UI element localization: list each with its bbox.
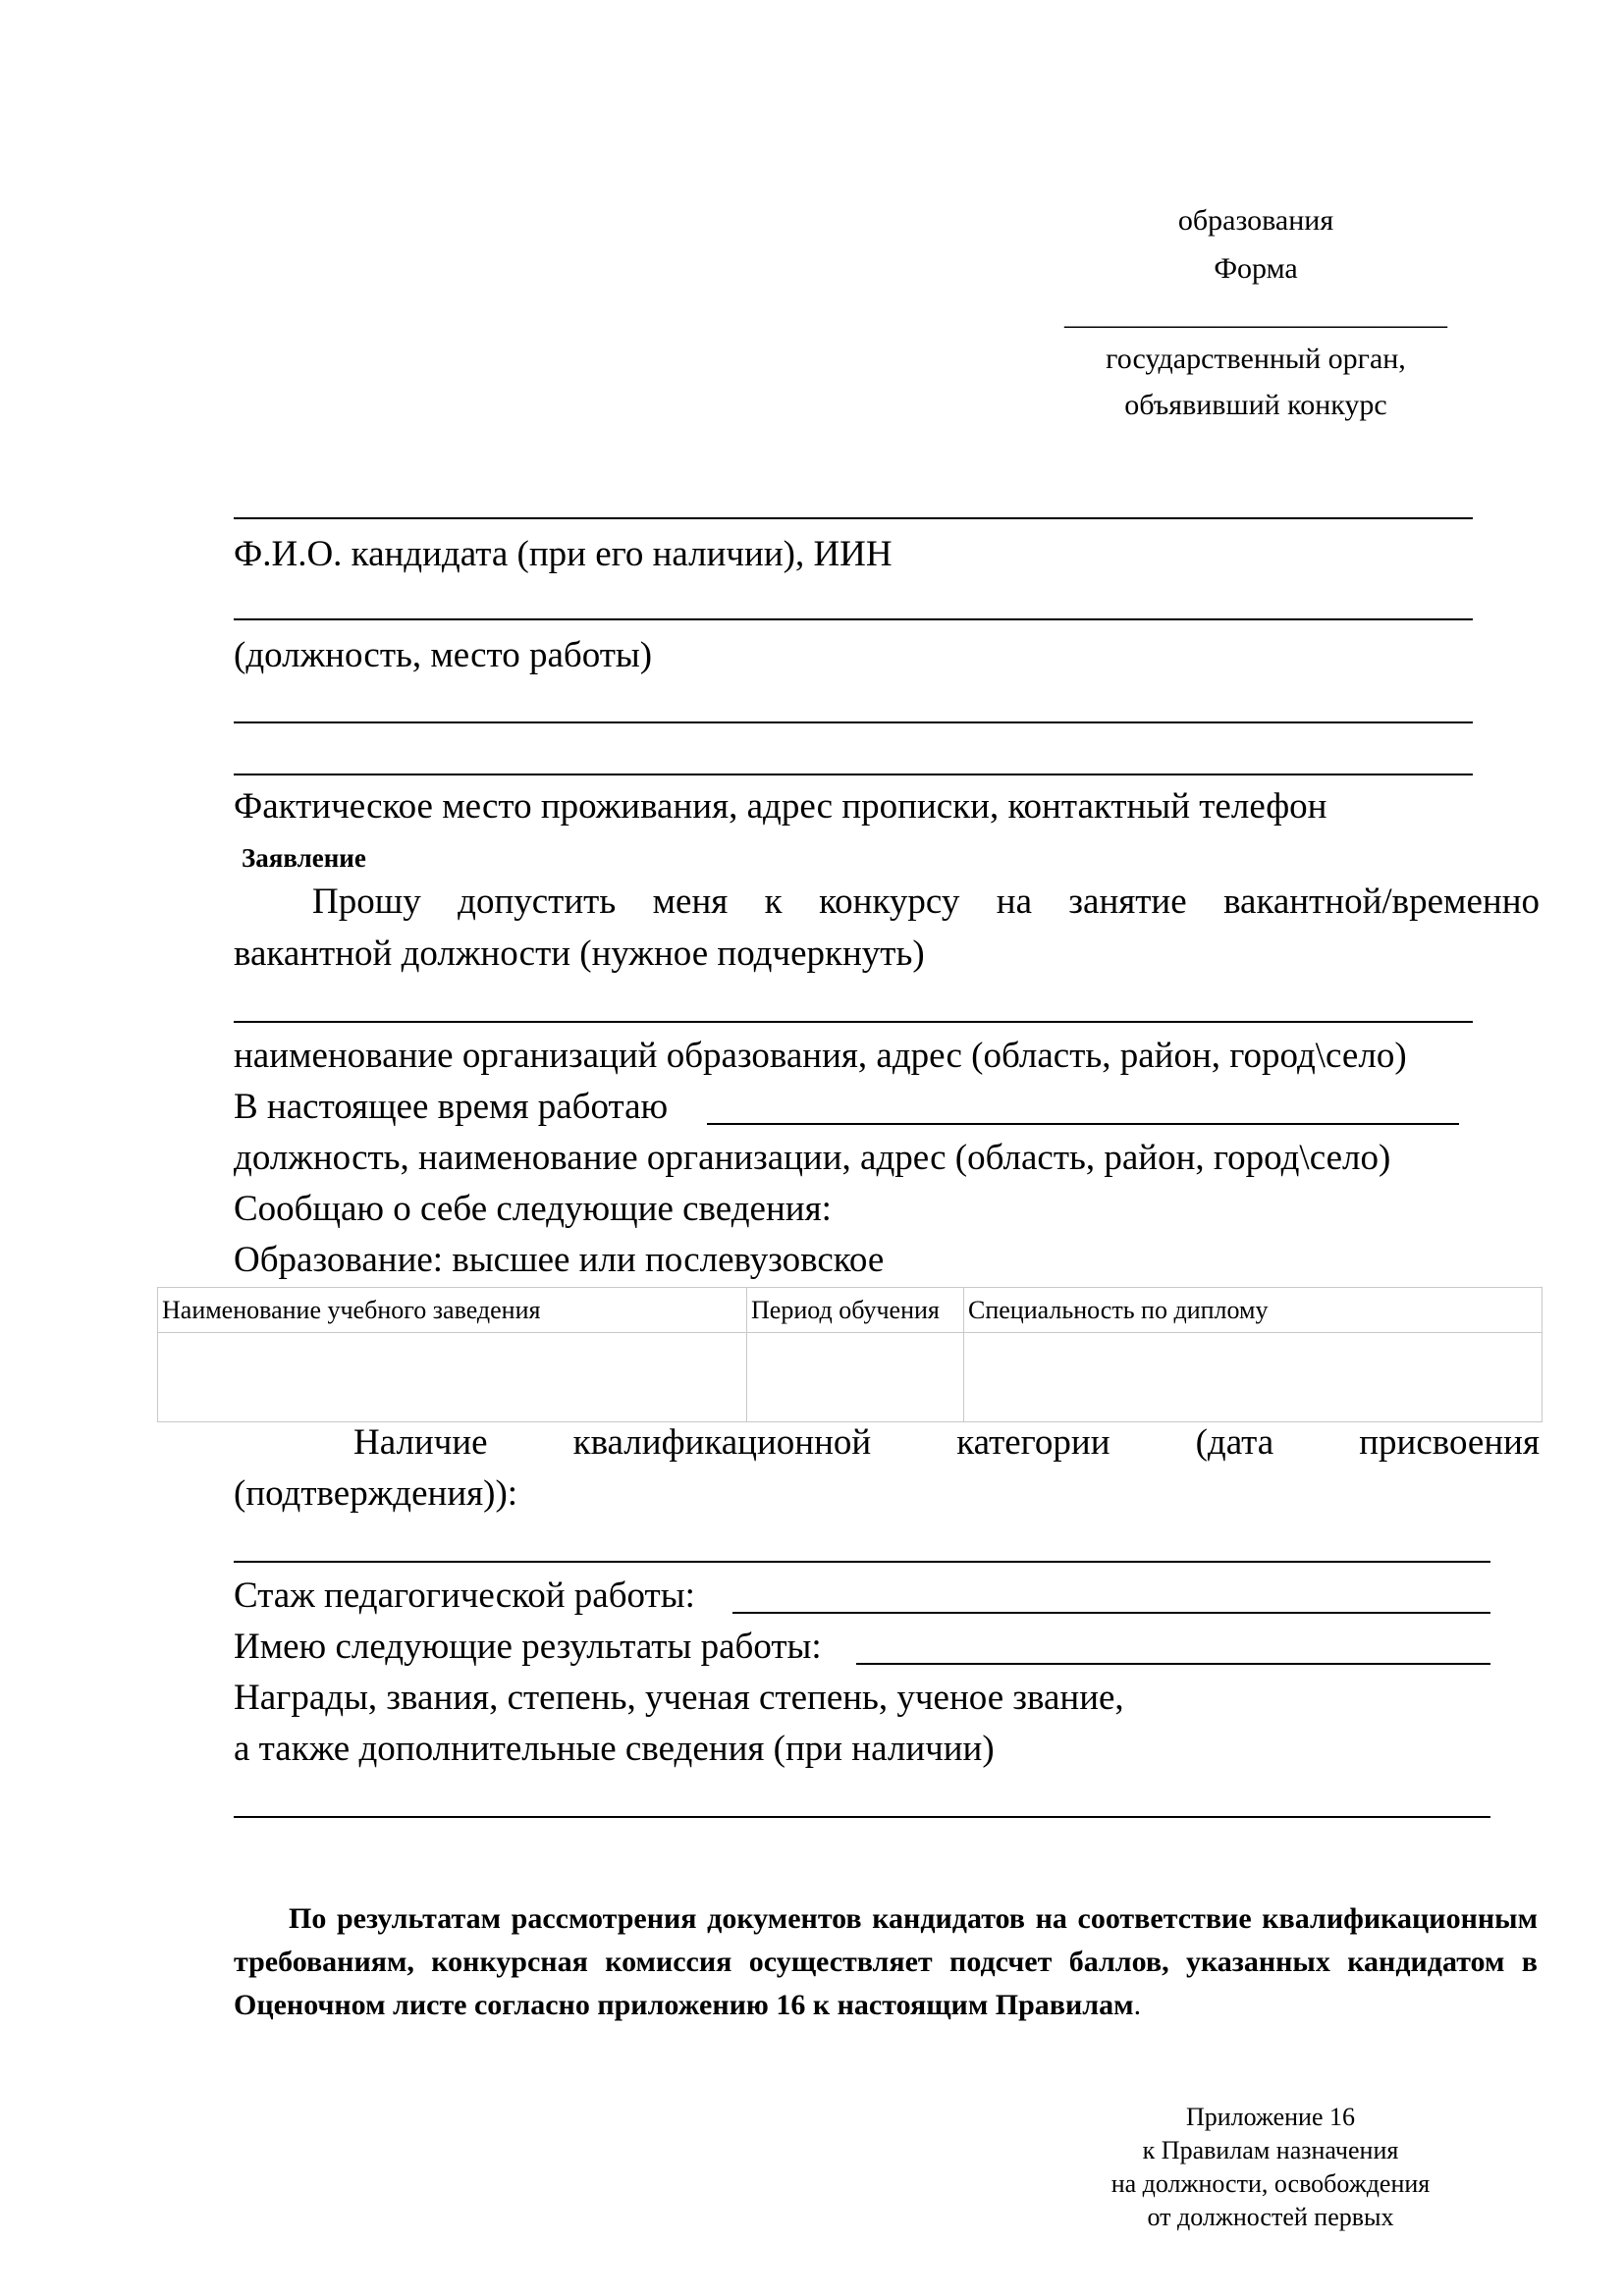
qualification-word: присвоения: [1359, 1422, 1540, 1463]
table-row: [158, 1333, 1543, 1422]
awards-line-2: а также дополнительные сведения (при наличии): [234, 1729, 995, 1769]
current-work-label: В настоящее время работаю: [234, 1087, 669, 1127]
header-line-announced: объявивший конкурс: [1124, 389, 1387, 421]
form-label: Форма: [1214, 252, 1298, 285]
evaluation-note-text: По результатам рассмотрения документов кандидатов на соответствие квалификационным требованиям, конкурсная комиссия осуществляет подсчет баллов, указанных кандидатом в Оценочном листе согласно приложению 16 к настоящим Правилам: [234, 1902, 1538, 2021]
position-blank-line[interactable]: [234, 618, 1473, 620]
qualification-blank-line[interactable]: [234, 1561, 1490, 1563]
header-line-state-body: государственный орган,: [1106, 343, 1406, 375]
evaluation-note: [234, 1897, 1538, 2027]
specialty-cell[interactable]: [964, 1333, 1543, 1422]
qualification-word: квалификационной: [572, 1422, 872, 1463]
statement-title: Заявление: [242, 843, 366, 873]
current-work-hint: должность, наименование организации, адрес (область, район, город\село): [234, 1138, 1391, 1178]
header-line-education: образования: [1177, 204, 1334, 237]
request-line-1: Прошу допустить меня к конкурсу на занятие вакантной/временно: [312, 881, 1540, 922]
results-label: Имею следующие результаты работы:: [234, 1627, 822, 1667]
education-label: Образование: высшее или послевузовское: [234, 1240, 885, 1280]
institution-cell[interactable]: [158, 1333, 747, 1422]
column-header-institution: Наименование учебного заведения: [158, 1288, 747, 1333]
awards-line-1: Награды, звания, степень, ученая степень, ученое звание,: [234, 1678, 1124, 1718]
address-label: Фактическое место проживания, адрес прописки, контактный телефон: [234, 786, 1327, 827]
organization-label: наименование организаций образования, адрес (область, район, город\село): [234, 1036, 1407, 1076]
results-blank-line[interactable]: [856, 1663, 1490, 1665]
position-label: (должность, место работы): [234, 635, 653, 675]
evaluation-note-tail: .: [1133, 1989, 1142, 2021]
appendix-line-2: к Правилам назначения: [1142, 2136, 1399, 2164]
appendix-line-3: на должности, освобождения: [1110, 2169, 1431, 2198]
state-body-blank[interactable]: __________________________: [1064, 298, 1447, 331]
current-work-blank-line[interactable]: [707, 1123, 1459, 1125]
qualification-line-2: (подтверждения)):: [234, 1473, 518, 1514]
table-header-row: [158, 1288, 1543, 1333]
appendix-line-4: от должностей первых: [1147, 2203, 1394, 2231]
awards-blank-line[interactable]: [234, 1816, 1490, 1818]
column-header-period: Период обучения: [747, 1288, 964, 1333]
address-blank-line-2[interactable]: [234, 774, 1473, 775]
fio-blank-line[interactable]: [234, 517, 1473, 519]
education-table: [157, 1287, 1543, 1422]
request-line-2: вакантной должности (нужное подчеркнуть): [234, 934, 925, 974]
column-header-specialty: Специальность по диплому: [964, 1288, 1543, 1333]
experience-label: Стаж педагогической работы:: [234, 1575, 695, 1616]
qualification-word: категории: [956, 1422, 1110, 1463]
address-blank-line-1[interactable]: [234, 721, 1473, 723]
appendix-title: Приложение 16: [1185, 2103, 1356, 2131]
period-cell[interactable]: [747, 1333, 964, 1422]
qualification-word: Наличие: [353, 1422, 488, 1463]
qualification-line-1: [234, 1421, 1540, 1464]
info-intro: Сообщаю о себе следующие сведения:: [234, 1189, 832, 1229]
fio-label: Ф.И.О. кандидата (при его наличии), ИИН: [234, 534, 893, 574]
organization-blank-line[interactable]: [234, 1021, 1473, 1023]
qualification-word: (дата: [1195, 1422, 1274, 1463]
experience-blank-line[interactable]: [732, 1612, 1490, 1614]
